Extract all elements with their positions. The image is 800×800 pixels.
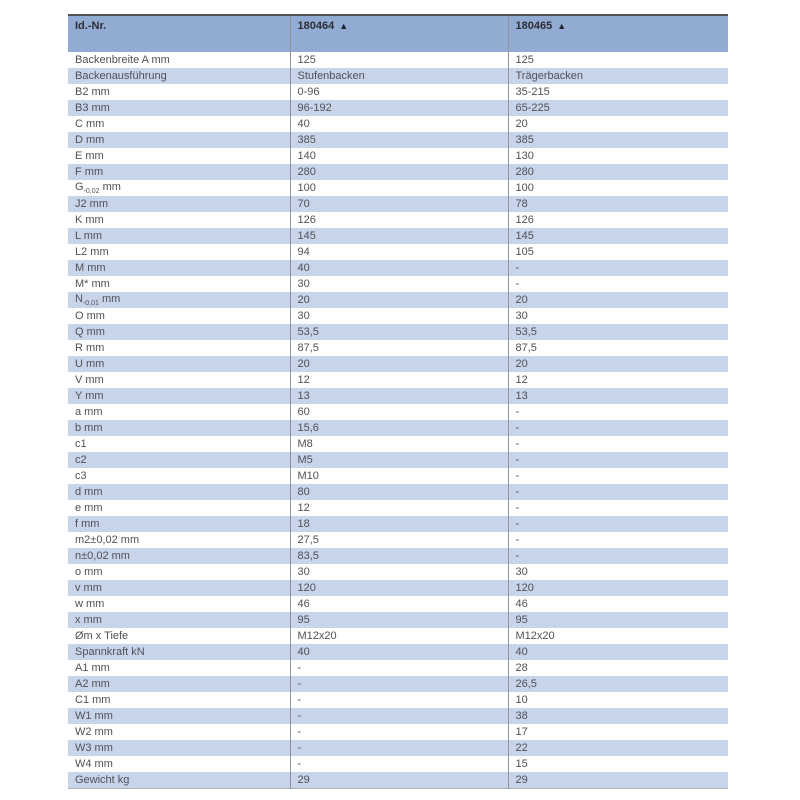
value-180464: 40 — [290, 116, 508, 132]
tolerance-subscript: -0,01 — [82, 300, 99, 308]
value-180465: - — [508, 500, 728, 516]
row-label: W2 mm — [75, 726, 113, 738]
value-180464: Stufenbacken — [290, 68, 508, 84]
value-180464: M12x20 — [290, 628, 508, 644]
row-label: Øm x Tiefe — [75, 630, 129, 642]
value-180465: 28 — [508, 660, 728, 676]
table-row — [68, 68, 728, 84]
value-180464: 280 — [290, 164, 508, 180]
table-row — [68, 212, 728, 228]
value-180465: 12 — [508, 372, 728, 388]
value-180465: - — [508, 452, 728, 468]
row-label: W1 mm — [75, 710, 113, 722]
row-label: b mm — [75, 422, 103, 434]
value-180464: M10 — [290, 468, 508, 484]
value-180464: - — [290, 692, 508, 708]
table-row — [68, 692, 728, 708]
table-row — [68, 116, 728, 132]
value-180465: - — [508, 532, 728, 548]
row-label: f mm — [75, 518, 100, 530]
table-row — [68, 516, 728, 532]
row-label: Spannkraft kN — [75, 646, 145, 658]
value-180464: - — [290, 756, 508, 772]
row-label: D mm — [75, 134, 105, 146]
value-180465: 120 — [508, 580, 728, 596]
value-180464: - — [290, 660, 508, 676]
table-row — [68, 52, 728, 68]
table-row — [68, 356, 728, 372]
header-id-nr — [68, 15, 290, 52]
value-180464: - — [290, 740, 508, 756]
spec-table — [68, 14, 728, 789]
row-label: o mm — [75, 566, 103, 578]
value-180465: 20 — [508, 356, 728, 372]
row-label: w mm — [75, 598, 105, 610]
value-180464: 46 — [290, 596, 508, 612]
value-180465: 22 — [508, 740, 728, 756]
header-column-180465[interactable] — [508, 15, 728, 52]
row-label: x mm — [75, 614, 102, 626]
row-label: R mm — [75, 342, 105, 354]
value-180465: 145 — [508, 228, 728, 244]
row-label: F mm — [75, 166, 104, 178]
table-row — [68, 644, 728, 660]
table-header-row — [68, 15, 728, 52]
row-label: m2±0,02 mm — [75, 534, 140, 546]
table-row — [68, 596, 728, 612]
table-row — [68, 724, 728, 740]
value-180464: 40 — [290, 260, 508, 276]
table-row — [68, 148, 728, 164]
value-180464: 120 — [290, 580, 508, 596]
header-column-180464[interactable] — [290, 15, 508, 52]
row-label: Backenbreite A mm — [75, 54, 170, 66]
table-row — [68, 180, 728, 196]
table-row — [68, 548, 728, 564]
value-180465: 35-215 — [508, 84, 728, 100]
row-label: c1 — [75, 438, 87, 450]
value-180464: 40 — [290, 644, 508, 660]
sort-asc-icon: ▲ — [339, 21, 349, 31]
value-180465: - — [508, 516, 728, 532]
value-180464: 95 — [290, 612, 508, 628]
value-180465: - — [508, 276, 728, 292]
value-180465: - — [508, 404, 728, 420]
table-row — [68, 324, 728, 340]
value-180464: 60 — [290, 404, 508, 420]
value-180464: 27,5 — [290, 532, 508, 548]
value-180464: 87,5 — [290, 340, 508, 356]
row-label: L mm — [75, 230, 103, 242]
table-row — [68, 500, 728, 516]
row-label: U mm — [75, 358, 105, 370]
value-180465: M12x20 — [508, 628, 728, 644]
row-label: Q mm — [75, 326, 105, 338]
value-180465: 10 — [508, 692, 728, 708]
value-180465: 15 — [508, 756, 728, 772]
value-180465: 30 — [508, 308, 728, 324]
value-180464: 20 — [290, 292, 508, 308]
row-label: A1 mm — [75, 662, 110, 674]
value-180465: 40 — [508, 644, 728, 660]
value-180464: 12 — [290, 500, 508, 516]
row-label: c3 — [75, 470, 87, 482]
table-row — [68, 84, 728, 100]
table-row — [68, 708, 728, 724]
value-180464: 53,5 — [290, 324, 508, 340]
table-row — [68, 660, 728, 676]
value-180465: 78 — [508, 196, 728, 212]
table-row — [68, 388, 728, 404]
row-label: a mm — [75, 406, 103, 418]
value-180465: 20 — [508, 116, 728, 132]
table-row — [68, 740, 728, 756]
table-row — [68, 340, 728, 356]
header-180464-label: 180464 — [297, 20, 335, 32]
value-180464: 385 — [290, 132, 508, 148]
value-180464: 0-96 — [290, 84, 508, 100]
row-label: e mm — [75, 502, 103, 514]
value-180465: 95 — [508, 612, 728, 628]
value-180465: 29 — [508, 772, 728, 788]
value-180465: - — [508, 468, 728, 484]
value-180465: 13 — [508, 388, 728, 404]
table-row — [68, 628, 728, 644]
table-row — [68, 420, 728, 436]
table-row — [68, 756, 728, 772]
spec-table-body — [68, 52, 728, 788]
value-180464: 140 — [290, 148, 508, 164]
row-label: $N_{-0,01}$ mm — [75, 292, 121, 308]
row-label: W3 mm — [75, 742, 113, 754]
sort-asc-icon: ▲ — [557, 21, 567, 31]
value-180464: 29 — [290, 772, 508, 788]
value-180465: 105 — [508, 244, 728, 260]
row-label: c2 — [75, 454, 87, 466]
table-row — [68, 164, 728, 180]
table-row — [68, 292, 728, 308]
row-label: A2 mm — [75, 678, 110, 690]
value-180465: - — [508, 260, 728, 276]
value-180465: - — [508, 548, 728, 564]
row-label: B3 mm — [75, 102, 110, 114]
value-180464: - — [290, 676, 508, 692]
row-label: M* mm — [75, 278, 110, 290]
value-180464: 94 — [290, 244, 508, 260]
value-180465: 17 — [508, 724, 728, 740]
table-row — [68, 308, 728, 324]
table-row — [68, 436, 728, 452]
table-row — [68, 468, 728, 484]
value-180465: - — [508, 436, 728, 452]
row-label: W4 mm — [75, 758, 113, 770]
table-row — [68, 100, 728, 116]
row-label: d mm — [75, 486, 103, 498]
row-label: n±0,02 mm — [75, 550, 130, 562]
value-180464: 96-192 — [290, 100, 508, 116]
table-row — [68, 612, 728, 628]
table-row — [68, 580, 728, 596]
value-180465: 280 — [508, 164, 728, 180]
table-row — [68, 228, 728, 244]
header-id-nr-label: Id.-Nr. — [75, 20, 107, 32]
spec-table-wrap — [68, 14, 728, 789]
value-180464: - — [290, 724, 508, 740]
table-row — [68, 244, 728, 260]
row-label: K mm — [75, 214, 104, 226]
value-180465: 20 — [508, 292, 728, 308]
value-180465: 100 — [508, 180, 728, 196]
value-180465: - — [508, 484, 728, 500]
value-180465: 385 — [508, 132, 728, 148]
table-row — [68, 484, 728, 500]
table-row — [68, 532, 728, 548]
table-row — [68, 676, 728, 692]
value-180464: 126 — [290, 212, 508, 228]
table-row — [68, 260, 728, 276]
value-180464: 15,6 — [290, 420, 508, 436]
row-label: v mm — [75, 582, 102, 594]
row-label: Y mm — [75, 390, 104, 402]
tolerance-subscript: -0,02 — [83, 188, 100, 196]
value-180465: - — [508, 420, 728, 436]
value-180464: - — [290, 708, 508, 724]
value-180464: 20 — [290, 356, 508, 372]
value-180464: 70 — [290, 196, 508, 212]
value-180465: 87,5 — [508, 340, 728, 356]
value-180465: 126 — [508, 212, 728, 228]
value-180465: 53,5 — [508, 324, 728, 340]
table-row — [68, 564, 728, 580]
value-180464: 18 — [290, 516, 508, 532]
row-label: C1 mm — [75, 694, 111, 706]
row-label: C mm — [75, 118, 105, 130]
value-180465: 65-225 — [508, 100, 728, 116]
table-row — [68, 404, 728, 420]
table-row — [68, 276, 728, 292]
value-180464: 145 — [290, 228, 508, 244]
value-180464: 30 — [290, 276, 508, 292]
row-label: E mm — [75, 150, 104, 162]
value-180464: 100 — [290, 180, 508, 196]
value-180465: 130 — [508, 148, 728, 164]
row-label: V mm — [75, 374, 104, 386]
value-180464: 80 — [290, 484, 508, 500]
row-label: Backenausführung — [75, 70, 167, 82]
row-label: Gewicht kg — [75, 773, 130, 786]
table-row — [68, 372, 728, 388]
row-label: B2 mm — [75, 86, 110, 98]
row-label: M mm — [75, 262, 106, 274]
header-180465-label: 180465 — [515, 20, 553, 32]
table-row — [68, 196, 728, 212]
value-180464: M5 — [290, 452, 508, 468]
value-180464: 125 — [290, 52, 508, 68]
row-label: $G_{-0,02}$ mm — [75, 180, 121, 196]
value-180464: 12 — [290, 372, 508, 388]
value-180464: 30 — [290, 564, 508, 580]
value-180465: 30 — [508, 564, 728, 580]
row-label: O mm — [75, 310, 105, 322]
value-180465: 38 — [508, 708, 728, 724]
value-180464: 13 — [290, 388, 508, 404]
value-180465: Trägerbacken — [508, 68, 728, 84]
value-180464: 83,5 — [290, 548, 508, 564]
table-row — [68, 772, 728, 788]
value-180464: 30 — [290, 308, 508, 324]
table-row — [68, 452, 728, 468]
value-180465: 46 — [508, 596, 728, 612]
table-row — [68, 132, 728, 148]
value-180464: M8 — [290, 436, 508, 452]
row-label: J2 mm — [75, 198, 108, 210]
value-180465: 26,5 — [508, 676, 728, 692]
row-label: L2 mm — [75, 246, 109, 258]
value-180465: 125 — [508, 52, 728, 68]
